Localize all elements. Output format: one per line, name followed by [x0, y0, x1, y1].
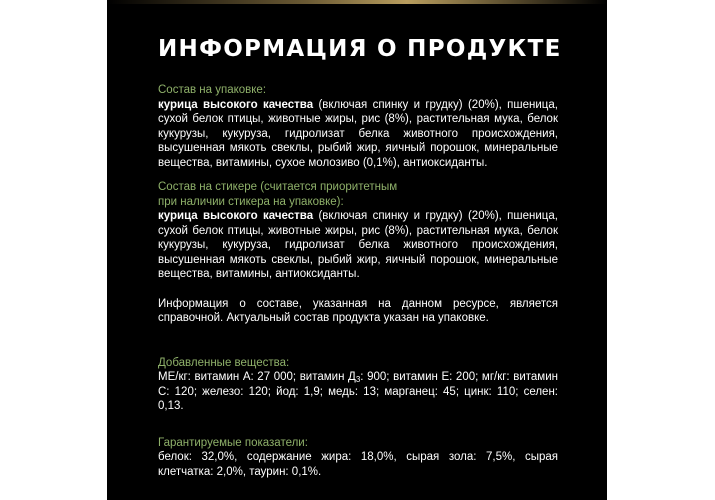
composition-disclaimer: Информация о составе, указанная на данном ресурсе, является справочной. Актуальный состав продукта указан на упаковке.	[158, 297, 558, 324]
packaging-ingredients: (включая спинку и грудку) (20%), пшеница, сухой белок птицы, животные жиры, рис (8%), растительная мука, белок кукурузы, кукуруза, гидролизат белка животного происхождения, высушенная мякоть свеклы, рыбий жир, яичный порошок, минеральные вещества, витамины, сухое молозиво (0,1%), антиоксиданты.	[158, 98, 558, 169]
sticker-composition-heading	[158, 180, 558, 209]
sticker-composition-text	[158, 209, 558, 282]
product-info-content	[158, 83, 558, 479]
additives-text-end: : 900; витамин Е: 200; мг/кг: витамин С: 120; железо: 120; йод: 1,9; медь: 13; марганец: 45; цинк: 110; селен: 0,13.	[158, 371, 558, 412]
additives-text-start: МЕ/кг: витамин А: 27 000; витамин Д	[158, 371, 356, 383]
sticker-heading-line2: при наличии стикера на упаковке):	[158, 195, 344, 208]
product-info-card	[107, 0, 607, 500]
sticker-heading-line1: Состав на стикере (считается приоритетным	[158, 181, 398, 193]
sticker-ingredients: (включая спинку и грудку) (20%), пшеница, сухой белок птицы, животные жиры, рис (8%), растительная мука, белок кукурузы, кукуруза, гидролизат белка животного происхождения, высушенная мякоть свеклы, рыбий жир, яичный порошок, минеральные вещества, витамины, антиоксиданты.	[158, 210, 558, 280]
sticker-lead-ingredient: курица высокого качества	[158, 210, 314, 222]
gold-accent-bar	[107, 0, 607, 4]
guaranteed-values-text: белок: 32,0%, содержание жира: 18,0%, сырая зола: 7,5%, сырая клетчатка: 2,0%, таурин: 0,1%.	[158, 451, 558, 478]
packaging-composition-text	[158, 98, 558, 171]
packaging-composition-heading: Состав на упаковке:	[158, 84, 267, 96]
additives-text	[158, 370, 558, 414]
additives-heading: Добавленные вещества:	[158, 356, 290, 369]
guaranteed-values-heading: Гарантируемые показатели:	[158, 436, 308, 449]
packaging-lead-ingredient: курица высокого качества	[158, 98, 314, 111]
vitamin-d-subscript: 3	[355, 375, 361, 384]
page-title: ИНФОРМАЦИЯ О ПРОДУКТЕ	[158, 36, 562, 62]
